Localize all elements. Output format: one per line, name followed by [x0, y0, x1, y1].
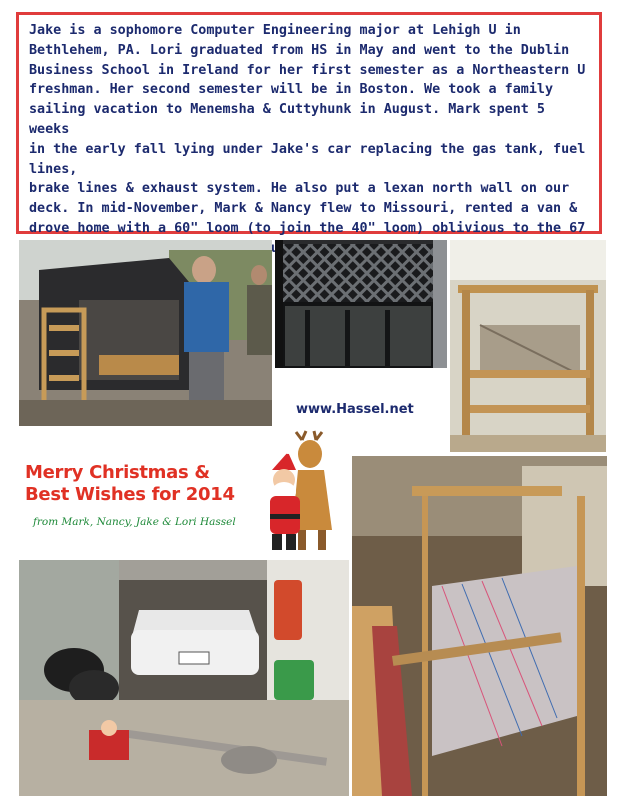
lattice-wall-photo — [275, 240, 447, 368]
car-garage-photo — [19, 560, 349, 796]
santa-reindeer-clipart — [262, 430, 346, 554]
small-loom-photo — [450, 240, 606, 452]
letter-paragraph: Jake is a sophomore Computer Engineering major at Lehigh U in Bethlehem, PA. Lori graduated from HS in May and went to the Dublin Business School in Ireland for her first semester as a Northeastern U freshman. Her second semester will be in Boston. We took a family sailing vacation to Menemsha & Cuttyhunk in August. Mark spent 5 weeks in the early fall lying under Jake's car replacing the gas tank, fuel lines, brake lines & exhaust system. He also put a lexan north wall on our deck. In mid-November, Mark & Nancy flew to Missouri, rented a van & drove home with a 60" loom (to join the 40" loom) oblivious to the 67 — [29, 23, 586, 236]
van-unloading-photo — [19, 240, 272, 426]
greeting-line-1: Merry Christmas & — [25, 462, 210, 483]
letter-textbox — [16, 12, 602, 234]
website-url: www.Hassel.net — [296, 402, 414, 417]
large-loom-photo — [352, 456, 607, 796]
greeting-line-2: Best Wishes for 2014 — [25, 484, 235, 505]
greeting-from: from Mark, Nancy, Jake & Lori Hassel — [33, 516, 236, 528]
